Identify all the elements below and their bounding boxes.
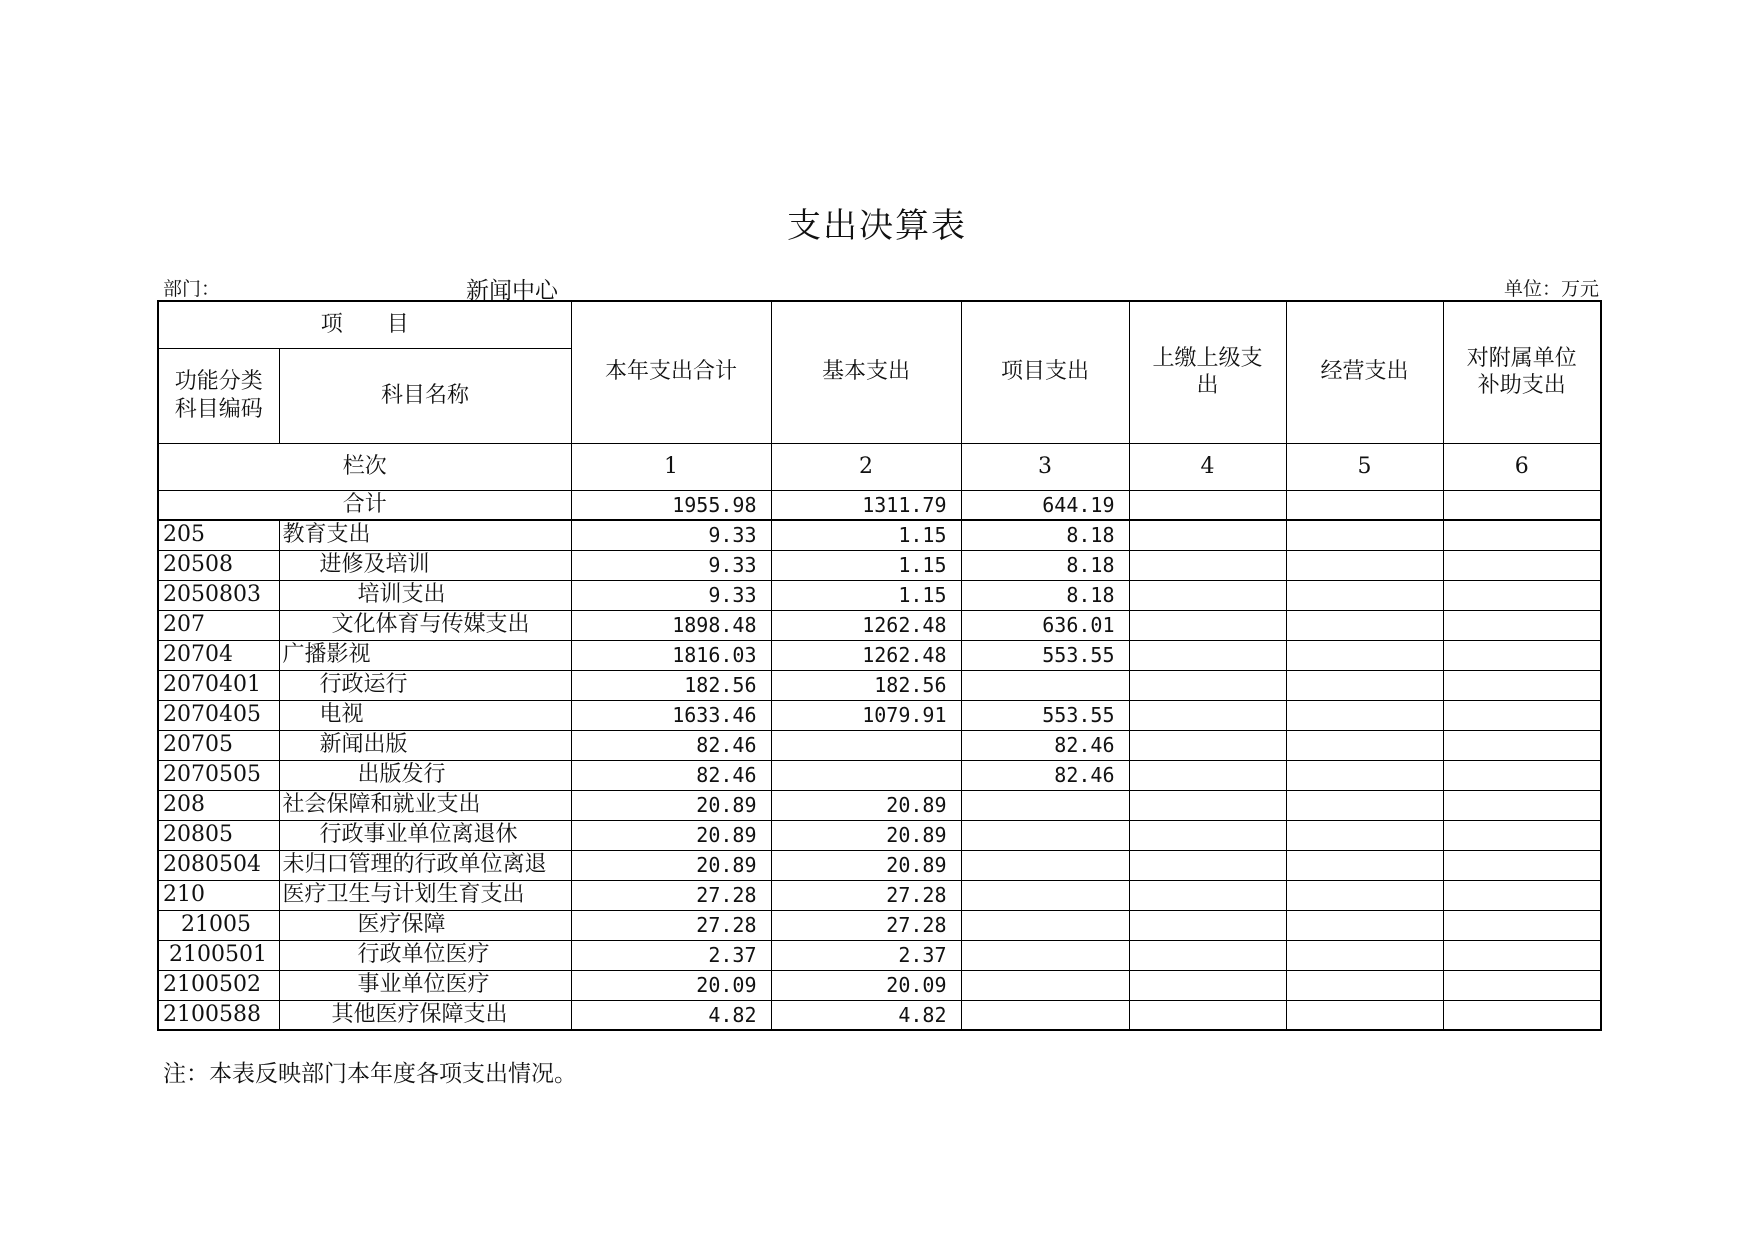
report-title: 支出决算表 (787, 206, 967, 246)
row-code: 20805 (158, 820, 279, 850)
row-col-5 (1286, 700, 1443, 730)
row-col-1: 9.33 (571, 550, 771, 580)
table-row (158, 730, 1601, 760)
department-name: 新闻中心 (466, 278, 558, 304)
row-col-2: 1.15 (771, 550, 961, 580)
column-index-4: 4 (1129, 443, 1286, 490)
row-col-4 (1129, 820, 1286, 850)
table-row (158, 520, 1601, 550)
row-code: 205 (158, 520, 279, 550)
total-col-6 (1443, 490, 1601, 520)
row-col-4 (1129, 700, 1286, 730)
total-col-1: 1955.98 (571, 490, 771, 520)
row-col-1: 20.89 (571, 820, 771, 850)
unit-label: 单位：万元 (1503, 278, 1599, 300)
row-col-5 (1286, 670, 1443, 700)
row-col-2: 20.89 (771, 790, 961, 820)
project-header: 项 目 (158, 301, 571, 348)
row-name: 广播影视 (279, 640, 571, 670)
row-col-6 (1443, 520, 1601, 550)
row-col-1: 1898.48 (571, 610, 771, 640)
row-col-1: 27.28 (571, 880, 771, 910)
row-col-2: 182.56 (771, 670, 961, 700)
row-col-6 (1443, 640, 1601, 670)
row-col-4 (1129, 790, 1286, 820)
row-col-5 (1286, 640, 1443, 670)
row-col-2: 20.89 (771, 850, 961, 880)
row-col-6 (1443, 760, 1601, 790)
row-col-2: 1.15 (771, 580, 961, 610)
row-code: 20705 (158, 730, 279, 760)
row-name: 行政单位医疗 (279, 940, 571, 970)
row-code: 2080504 (158, 850, 279, 880)
row-code: 2070505 (158, 760, 279, 790)
col-total-header: 本年支出合计 (571, 301, 771, 443)
row-col-4 (1129, 550, 1286, 580)
row-col-5 (1286, 1000, 1443, 1030)
row-col-6 (1443, 730, 1601, 760)
row-col-5 (1286, 880, 1443, 910)
row-col-1: 9.33 (571, 520, 771, 550)
row-name: 行政运行 (279, 670, 571, 700)
column-index-label: 栏次 (158, 443, 571, 490)
table-row (158, 850, 1601, 880)
row-col-4 (1129, 760, 1286, 790)
row-col-1: 4.82 (571, 1000, 771, 1030)
row-col-2: 1.15 (771, 520, 961, 550)
col-subsidy-header: 对附属单位补助支出 (1443, 301, 1601, 443)
row-col-4 (1129, 1000, 1286, 1030)
row-col-3 (961, 940, 1129, 970)
row-col-4 (1129, 670, 1286, 700)
column-index-2: 2 (771, 443, 961, 490)
row-col-3: 8.18 (961, 580, 1129, 610)
row-col-3: 8.18 (961, 520, 1129, 550)
row-code: 2100501 (158, 940, 279, 970)
row-col-5 (1286, 970, 1443, 1000)
row-code: 2100502 (158, 970, 279, 1000)
total-col-4 (1129, 490, 1286, 520)
table-row (158, 580, 1601, 610)
row-code: 210 (158, 880, 279, 910)
row-col-2: 1262.48 (771, 610, 961, 640)
row-col-2: 2.37 (771, 940, 961, 970)
row-code: 207 (158, 610, 279, 640)
table-row (158, 970, 1601, 1000)
row-col-6 (1443, 880, 1601, 910)
row-col-3 (961, 910, 1129, 940)
row-col-3: 553.55 (961, 700, 1129, 730)
row-code: 2050803 (158, 580, 279, 610)
row-col-2: 20.89 (771, 820, 961, 850)
row-name: 未归口管理的行政单位离退 (279, 850, 571, 880)
row-col-1: 9.33 (571, 580, 771, 610)
row-col-1: 1633.46 (571, 700, 771, 730)
row-col-5 (1286, 850, 1443, 880)
row-col-6 (1443, 700, 1601, 730)
row-col-1: 82.46 (571, 760, 771, 790)
row-col-3: 553.55 (961, 640, 1129, 670)
row-col-1: 20.89 (571, 790, 771, 820)
row-col-5 (1286, 550, 1443, 580)
col-business-header: 经营支出 (1286, 301, 1443, 443)
table-row (158, 910, 1601, 940)
row-col-3 (961, 880, 1129, 910)
row-code: 2100588 (158, 1000, 279, 1030)
row-code: 208 (158, 790, 279, 820)
table-row (158, 700, 1601, 730)
row-col-2: 27.28 (771, 910, 961, 940)
row-name: 文化体育与传媒支出 (279, 610, 571, 640)
row-col-2: 4.82 (771, 1000, 961, 1030)
row-col-5 (1286, 730, 1443, 760)
table-row (158, 670, 1601, 700)
row-col-3: 82.46 (961, 760, 1129, 790)
row-col-1: 182.56 (571, 670, 771, 700)
column-index-1: 1 (571, 443, 771, 490)
code-header: 功能分类科目编码 (158, 348, 279, 443)
row-col-5 (1286, 940, 1443, 970)
row-col-4 (1129, 520, 1286, 550)
row-col-1: 82.46 (571, 730, 771, 760)
row-col-6 (1443, 580, 1601, 610)
row-code: 20704 (158, 640, 279, 670)
col-basic-header: 基本支出 (771, 301, 961, 443)
column-index-3: 3 (961, 443, 1129, 490)
row-col-5 (1286, 790, 1443, 820)
row-col-3 (961, 850, 1129, 880)
row-code: 21005 (158, 910, 279, 940)
row-col-3 (961, 820, 1129, 850)
row-code: 2070405 (158, 700, 279, 730)
row-col-3 (961, 1000, 1129, 1030)
row-name: 行政事业单位离退休 (279, 820, 571, 850)
row-col-6 (1443, 670, 1601, 700)
row-col-3 (961, 790, 1129, 820)
row-name: 电视 (279, 700, 571, 730)
row-col-2 (771, 730, 961, 760)
row-code: 2070401 (158, 670, 279, 700)
footnote: 注：本表反映部门本年度各项支出情况。 (163, 1061, 577, 1087)
row-col-4 (1129, 730, 1286, 760)
row-code: 20508 (158, 550, 279, 580)
col-project-header: 项目支出 (961, 301, 1129, 443)
expenditure-table (157, 300, 1602, 1031)
row-col-4 (1129, 640, 1286, 670)
row-col-1: 2.37 (571, 940, 771, 970)
table-row (158, 820, 1601, 850)
row-name: 新闻出版 (279, 730, 571, 760)
row-col-5 (1286, 910, 1443, 940)
row-col-1: 27.28 (571, 910, 771, 940)
col-remit-header: 上缴上级支出 (1129, 301, 1286, 443)
row-col-3: 636.01 (961, 610, 1129, 640)
row-col-2 (771, 760, 961, 790)
table-row (158, 880, 1601, 910)
row-col-4 (1129, 910, 1286, 940)
row-col-6 (1443, 850, 1601, 880)
row-name: 出版发行 (279, 760, 571, 790)
table-row (158, 1000, 1601, 1030)
row-name: 社会保障和就业支出 (279, 790, 571, 820)
row-name: 其他医疗保障支出 (279, 1000, 571, 1030)
row-col-3 (961, 670, 1129, 700)
row-col-1: 20.89 (571, 850, 771, 880)
table-row (158, 760, 1601, 790)
row-col-6 (1443, 910, 1601, 940)
row-col-5 (1286, 820, 1443, 850)
column-index-5: 5 (1286, 443, 1443, 490)
total-label: 合计 (158, 490, 571, 520)
row-col-3: 8.18 (961, 550, 1129, 580)
name-header: 科目名称 (279, 348, 571, 443)
row-name: 事业单位医疗 (279, 970, 571, 1000)
row-col-5 (1286, 520, 1443, 550)
row-col-6 (1443, 1000, 1601, 1030)
column-index-6: 6 (1443, 443, 1601, 490)
row-name: 医疗保障 (279, 910, 571, 940)
row-name: 进修及培训 (279, 550, 571, 580)
row-col-3: 82.46 (961, 730, 1129, 760)
total-row (158, 490, 1601, 520)
row-col-5 (1286, 760, 1443, 790)
row-col-2: 20.09 (771, 970, 961, 1000)
row-col-4 (1129, 970, 1286, 1000)
row-name: 医疗卫生与计划生育支出 (279, 880, 571, 910)
row-col-6 (1443, 790, 1601, 820)
row-col-6 (1443, 550, 1601, 580)
row-name: 教育支出 (279, 520, 571, 550)
row-col-4 (1129, 940, 1286, 970)
row-col-3 (961, 970, 1129, 1000)
row-col-4 (1129, 880, 1286, 910)
total-col-2: 1311.79 (771, 490, 961, 520)
row-col-4 (1129, 610, 1286, 640)
row-col-5 (1286, 610, 1443, 640)
table-row (158, 790, 1601, 820)
row-col-1: 20.09 (571, 970, 771, 1000)
row-name: 培训支出 (279, 580, 571, 610)
row-col-6 (1443, 820, 1601, 850)
total-col-5 (1286, 490, 1443, 520)
total-col-3: 644.19 (961, 490, 1129, 520)
row-col-2: 1262.48 (771, 640, 961, 670)
row-col-6 (1443, 610, 1601, 640)
table-row (158, 640, 1601, 670)
department-label: 部门： (163, 278, 221, 300)
table-row (158, 940, 1601, 970)
row-col-6 (1443, 970, 1601, 1000)
row-col-1: 1816.03 (571, 640, 771, 670)
row-col-2: 1079.91 (771, 700, 961, 730)
row-col-4 (1129, 580, 1286, 610)
row-col-5 (1286, 580, 1443, 610)
row-col-4 (1129, 850, 1286, 880)
row-col-6 (1443, 940, 1601, 970)
table-row (158, 610, 1601, 640)
row-col-2: 27.28 (771, 880, 961, 910)
table-row (158, 550, 1601, 580)
